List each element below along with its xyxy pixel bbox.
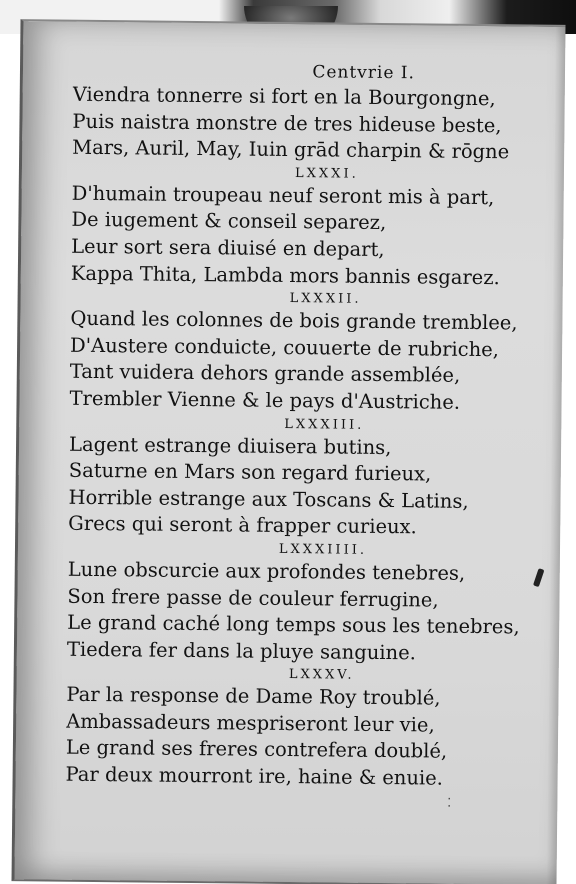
verse-line: Viendra tonnerre si fort en la Bourgongne, bbox=[72, 82, 496, 111]
quatrain-number: LXXXIII. bbox=[284, 416, 365, 433]
verse-line: Lagent estrange diuisera butins, bbox=[68, 432, 392, 459]
verse-line: Le grand ses freres contrefera doublé, bbox=[65, 736, 448, 764]
quatrain-block-0 bbox=[72, 82, 543, 167]
verse-line: Grecs qui seront à frapper curieux. bbox=[68, 512, 417, 539]
text-block bbox=[65, 58, 543, 794]
verse-line: Leur sort sera diuisé en depart, bbox=[71, 234, 385, 261]
quatrain-number: LXXXV. bbox=[288, 667, 355, 683]
quatrain-block-5 bbox=[65, 663, 536, 793]
book-page bbox=[12, 19, 566, 884]
verse-line: Tant vuidera dehors grande assemblée, bbox=[69, 360, 461, 388]
verse-line: Ambassadeurs mespriseront leur vie, bbox=[66, 709, 435, 737]
verse-line: Tiedera fer dans la pluye sanguine. bbox=[66, 637, 417, 665]
page-edge-shadow bbox=[546, 27, 565, 884]
verse-line: Par deux mourront ire, haine & enuie. bbox=[65, 762, 444, 790]
verse-line: Mars, Auril, May, Iuin grād charpin & rōgne bbox=[72, 135, 510, 164]
verse-line: Trembler Vienne & le pays d'Austriche. bbox=[69, 386, 461, 414]
quatrain-number: LXXXIIII. bbox=[278, 541, 368, 558]
running-head: Centvrie I. bbox=[312, 62, 416, 84]
quatrain-block-2 bbox=[69, 287, 540, 417]
verse-line: Saturne en Mars son regard furieux, bbox=[68, 458, 432, 486]
verse-line: Quand les colonnes de bois grande tremblee, bbox=[70, 306, 518, 335]
quatrain-block-1 bbox=[71, 161, 542, 291]
verse-line: Le grand caché long temps sous les tenebres, bbox=[67, 610, 520, 639]
verse-line: Kappa Thita, Lambda mors bannis esgarez. bbox=[70, 261, 500, 289]
verse-line: Horrible estrange aux Toscans & Latins, bbox=[68, 485, 469, 513]
verse-line: Par la response de Dame Roy troublé, bbox=[66, 682, 441, 710]
quatrain-number: LXXXI. bbox=[295, 165, 359, 182]
verse-line: D'Austere conduicte, couuerte de rubriche, bbox=[69, 333, 500, 361]
verse-line: D'humain troupeau neuf seront mis à part, bbox=[71, 181, 495, 209]
stray-dots-mark: ⁚ bbox=[447, 795, 452, 810]
quatrain-block-4 bbox=[67, 538, 538, 668]
quatrain-block-3 bbox=[68, 412, 539, 542]
verse-line: Puis naistra monstre de tres hideuse beste, bbox=[72, 109, 502, 137]
verse-line: De iugement & conseil separez, bbox=[71, 208, 387, 235]
verse-line: Lune obscurcie aux profondes tenebres, bbox=[67, 557, 466, 585]
quatrain-number: LXXXII. bbox=[289, 291, 362, 307]
verse-line: Son frere passe de couleur ferrugine, bbox=[67, 584, 439, 612]
